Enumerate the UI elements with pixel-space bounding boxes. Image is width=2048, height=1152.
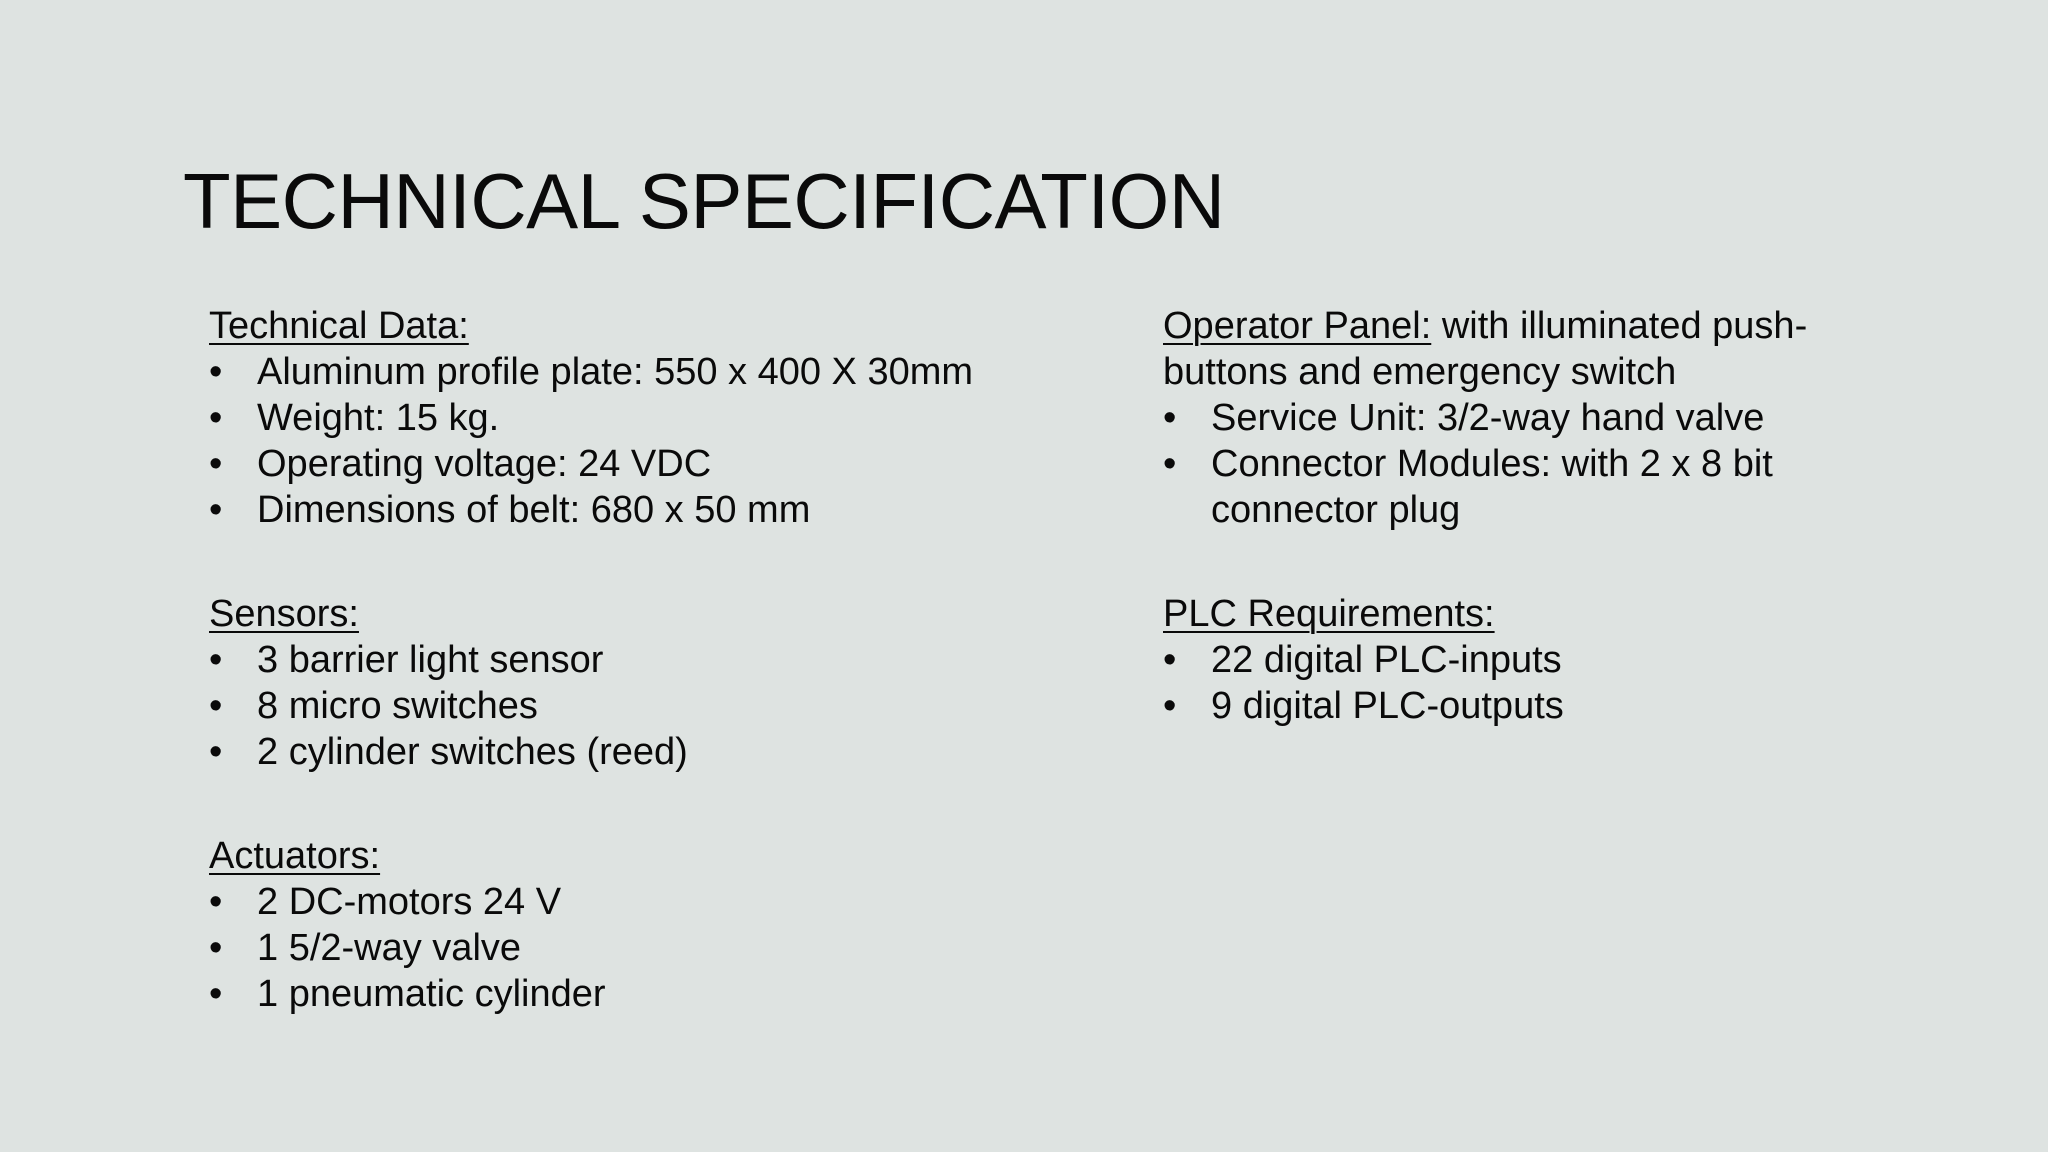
technical-data-list bbox=[209, 349, 1109, 533]
bullet-icon: • bbox=[209, 685, 223, 727]
bullet-icon: • bbox=[209, 397, 223, 439]
list-item-text: Dimensions of belt: 680 x 50 mm bbox=[257, 489, 811, 531]
list-item-text: Service Unit: 3/2-way hand valve bbox=[1211, 397, 1765, 439]
bullet-icon: • bbox=[209, 639, 223, 681]
bullet-icon: • bbox=[209, 881, 223, 923]
actuators-section bbox=[209, 833, 1109, 1017]
bullet-icon: • bbox=[209, 351, 223, 393]
plc-requirements-section bbox=[1163, 591, 1863, 729]
bullet-icon: • bbox=[209, 731, 223, 773]
list-item-text: 1 5/2-way valve bbox=[257, 927, 522, 969]
list-item-text: 3 barrier light sensor bbox=[257, 639, 604, 681]
bullet-icon: • bbox=[1163, 685, 1177, 727]
list-item-text: Operating voltage: 24 VDC bbox=[257, 443, 712, 485]
operator-panel-list bbox=[1163, 395, 1863, 533]
plc-requirements-list bbox=[1163, 637, 1863, 729]
technical-data-section bbox=[209, 303, 1109, 533]
bullet-icon: • bbox=[209, 443, 223, 485]
list-item bbox=[209, 683, 1109, 729]
list-item-text: 8 micro switches bbox=[257, 685, 538, 727]
list-item bbox=[209, 925, 1109, 971]
operator-panel-description: with illuminated push-buttons and emergency switch bbox=[1163, 305, 1808, 393]
list-item-text: 9 digital PLC-outputs bbox=[1211, 685, 1564, 727]
sensors-list bbox=[209, 637, 1109, 775]
sensors-heading: Sensors: bbox=[209, 593, 359, 635]
list-item bbox=[209, 487, 1109, 533]
list-item bbox=[209, 395, 1109, 441]
list-item bbox=[209, 729, 1109, 775]
operator-panel-heading: Operator Panel: bbox=[1163, 305, 1432, 347]
list-item bbox=[1163, 637, 1863, 683]
operator-panel-heading-line bbox=[1163, 303, 1863, 395]
actuators-list bbox=[209, 879, 1109, 1017]
list-item-text: 2 DC-motors 24 V bbox=[257, 881, 562, 923]
bullet-icon: • bbox=[1163, 397, 1177, 439]
list-item-text: 2 cylinder switches (reed) bbox=[257, 731, 688, 773]
left-column bbox=[209, 303, 1109, 1075]
list-item bbox=[1163, 683, 1863, 729]
sensors-section bbox=[209, 591, 1109, 775]
bullet-icon: • bbox=[1163, 443, 1177, 485]
bullet-icon: • bbox=[209, 489, 223, 531]
list-item bbox=[209, 637, 1109, 683]
right-column bbox=[1163, 303, 1863, 787]
list-item bbox=[1163, 441, 1863, 533]
list-item bbox=[209, 441, 1109, 487]
list-item-text: Aluminum profile plate: 550 x 400 X 30mm bbox=[257, 351, 974, 393]
list-item-text: Weight: 15 kg. bbox=[257, 397, 500, 439]
list-item bbox=[209, 879, 1109, 925]
bullet-icon: • bbox=[209, 973, 223, 1015]
list-item bbox=[1163, 395, 1863, 441]
bullet-icon: • bbox=[1163, 639, 1177, 681]
list-item-text: 22 digital PLC-inputs bbox=[1211, 639, 1562, 681]
actuators-heading: Actuators: bbox=[209, 835, 381, 877]
page-title: TECHNICAL SPECIFICATION bbox=[183, 157, 1225, 245]
bullet-icon: • bbox=[209, 927, 223, 969]
list-item-text: 1 pneumatic cylinder bbox=[257, 973, 606, 1015]
operator-panel-section bbox=[1163, 303, 1863, 533]
list-item bbox=[209, 349, 1109, 395]
technical-data-heading: Technical Data: bbox=[209, 305, 469, 347]
list-item-text: Connector Modules: with 2 x 8 bit connector plug bbox=[1211, 443, 1773, 531]
plc-requirements-heading: PLC Requirements: bbox=[1163, 593, 1495, 635]
list-item bbox=[209, 971, 1109, 1017]
